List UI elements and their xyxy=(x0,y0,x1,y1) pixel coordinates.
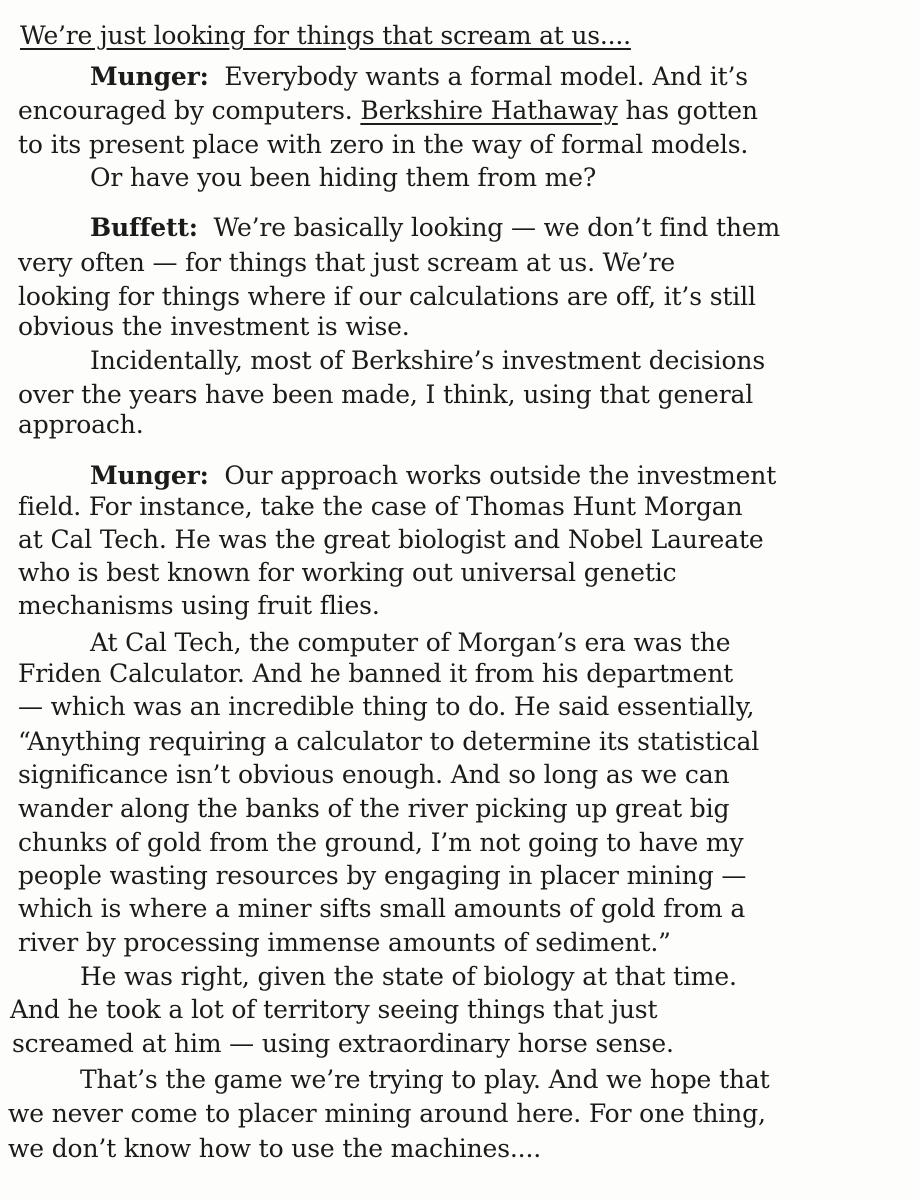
text-line: “Anything requiring a calculator to determine its statistical xyxy=(18,727,760,756)
text-line: to its present place with zero in the way of formal models. xyxy=(18,130,749,159)
berkshire-hathaway-link: Berkshire Hathaway xyxy=(360,96,618,125)
text-line: at Cal Tech. He was the great biologist and Nobel Laureate xyxy=(18,525,764,554)
text-line: At Cal Tech, the computer of Morgan’s era was the xyxy=(90,628,731,657)
text-line: field. For instance, take the case of Thomas Hunt Morgan xyxy=(18,492,743,521)
text-span: Everybody wants a formal model. And it’s xyxy=(224,62,748,91)
text-line: wander along the banks of the river picking up great big xyxy=(18,794,730,823)
text-line: we never come to placer mining around here. For one thing, xyxy=(8,1099,766,1128)
text-line: — which was an incredible thing to do. He said essentially, xyxy=(18,692,755,721)
text-line xyxy=(18,96,758,125)
text-line: very often — for things that just scream at us. We’re xyxy=(18,248,676,277)
speaker-munger: Munger: xyxy=(90,461,209,490)
text-line: over the years have been made, I think, using that general xyxy=(18,380,754,409)
section-heading: We’re just looking for things that scream at us.... xyxy=(20,21,631,50)
text-line: obvious the investment is wise. xyxy=(18,312,410,341)
speaker-buffett: Buffett: xyxy=(90,213,198,242)
text-line: which is where a miner sifts small amounts of gold from a xyxy=(18,894,746,923)
text-line: Incidentally, most of Berkshire’s investment decisions xyxy=(90,346,765,375)
speaker-munger: Munger: xyxy=(90,62,209,91)
text-line: And he took a lot of territory seeing things that just xyxy=(10,995,658,1024)
text-line: who is best known for working out universal genetic xyxy=(18,558,677,587)
text-line: He was right, given the state of biology at that time. xyxy=(80,962,737,991)
text-span: We’re basically looking — we don’t find them xyxy=(213,213,781,242)
text-line: mechanisms using fruit flies. xyxy=(18,591,380,620)
text-span: Our approach works outside the investment xyxy=(224,461,777,490)
text-line: significance isn’t obvious enough. And so long as we can xyxy=(18,760,730,789)
text-line xyxy=(90,461,776,490)
text-line: looking for things where if our calculations are off, it’s still xyxy=(18,282,756,311)
text-line: Or have you been hiding them from me? xyxy=(90,163,597,192)
text-line: approach. xyxy=(18,410,144,439)
text-span: has gotten xyxy=(617,96,758,125)
text-line: we don’t know how to use the machines.... xyxy=(8,1134,542,1163)
text-line: chunks of gold from the ground, I’m not going to have my xyxy=(18,828,744,857)
text-line xyxy=(90,213,780,242)
text-line: screamed at him — using extraordinary horse sense. xyxy=(12,1029,674,1058)
text-line: people wasting resources by engaging in placer mining — xyxy=(18,861,747,890)
text-span: encouraged by computers. xyxy=(18,96,361,125)
text-line: That’s the game we’re trying to play. And we hope that xyxy=(80,1065,770,1094)
text-line xyxy=(90,62,748,91)
text-line: river by processing immense amounts of sediment.” xyxy=(18,928,671,957)
text-line: Friden Calculator. And he banned it from his department xyxy=(18,659,734,688)
